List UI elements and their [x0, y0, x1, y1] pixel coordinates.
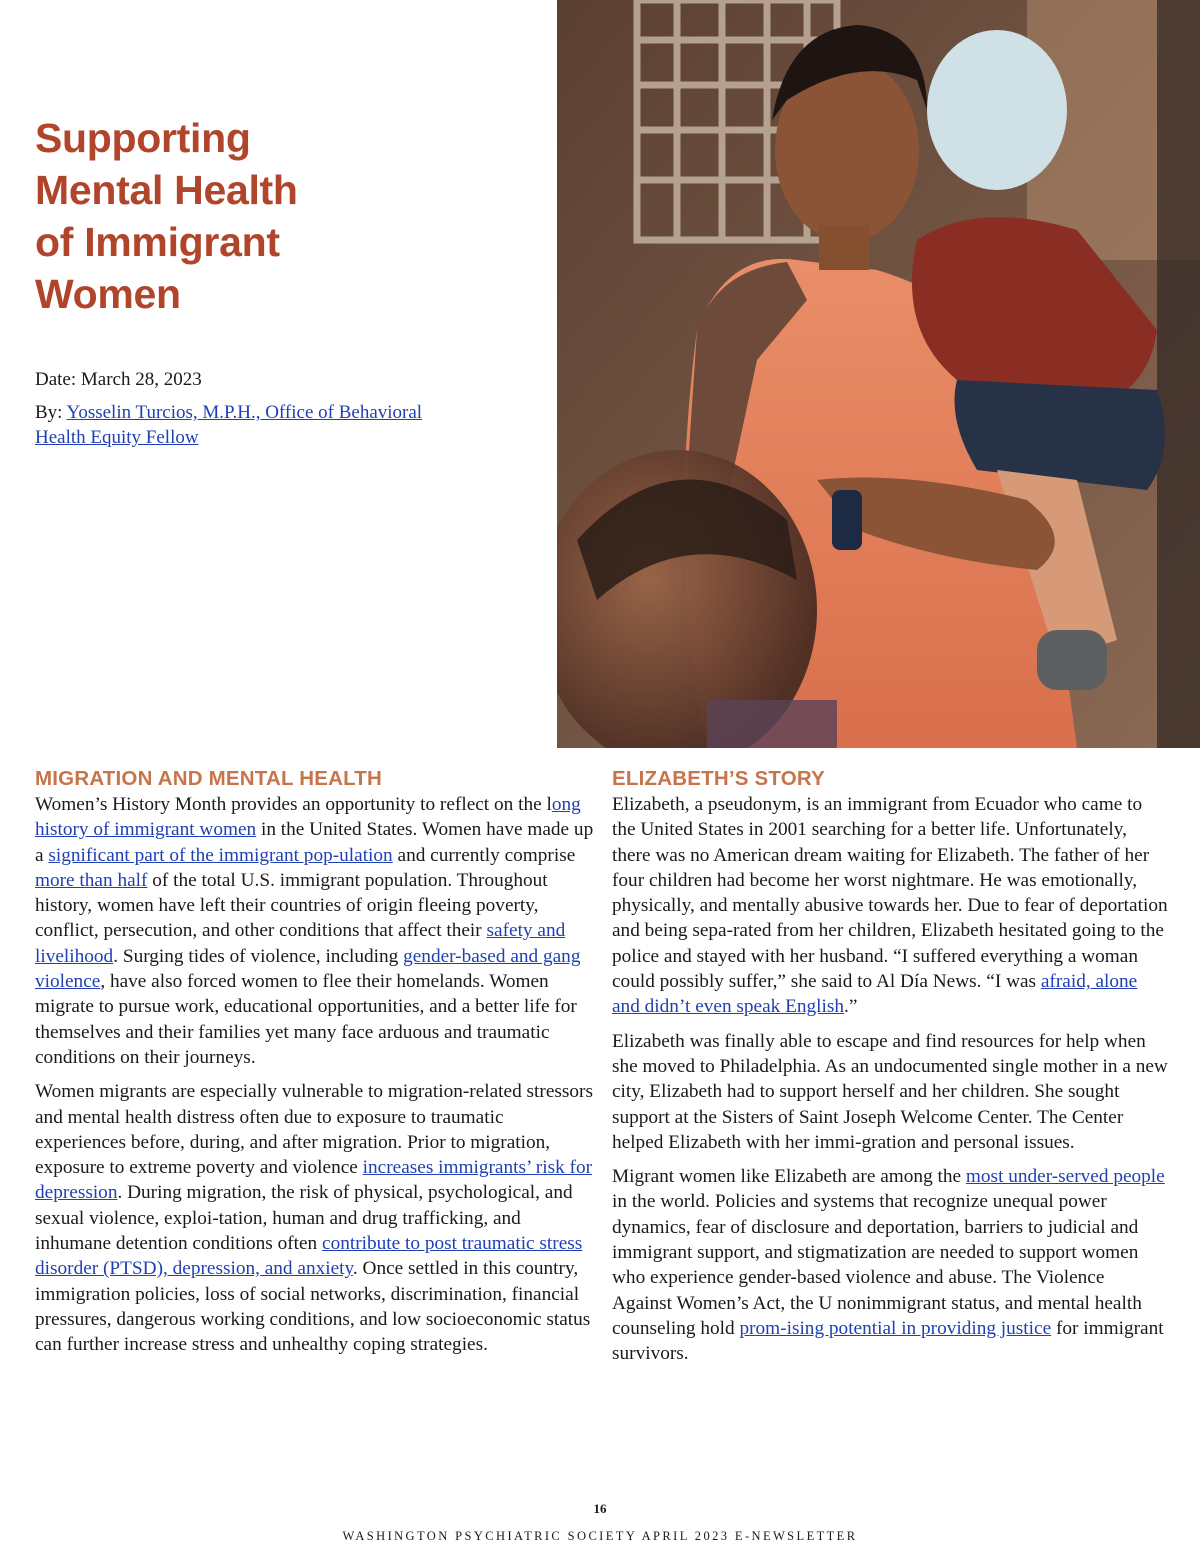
paragraph: Elizabeth was finally able to escape and find resources for help when she moved to Philadelphia. As an undocumented single mother in a new city, Elizabeth had to support herself and her children. She sought support at the Sisters of Saint Joseph Welcome Center. The Center helped Elizabeth with her immi-gration and personal issues. — [612, 1030, 1168, 1153]
author-link[interactable]: Yosselin Turcios, M.P.H., Office of Behavioral Health Equity Fellow — [35, 402, 423, 448]
title-line: Supporting — [35, 115, 251, 161]
paragraph: Women’s History Month provides an opportunity to reflect on the long history of immigrant women in the United States. Women have made up a significant part of the immigrant pop-ulation and currently comprise more than half of the total U.S. immigrant population. Throughout history, women have left their countries of origin fleeing poverty, conflict, persecution, and other conditions that affect their safety and livelihood. Surging tides of violence, including gender-based and gang violence, have also forced women to flee their homelands. Women migrate to pursue work, educational opportunities, and a better life for themselves and their families yet many face arduous and traumatic conditions on their journeys. — [35, 794, 594, 1068]
link-afraid-alone[interactable]: afraid, alone and didn’t even speak English — [612, 971, 1138, 1018]
link-immigrant-history[interactable]: ong history of immigrant women — [35, 794, 581, 841]
title-line: of Immigrant — [35, 219, 280, 265]
link-gang-violence[interactable]: gender-based and gang violence — [35, 945, 581, 993]
title-line: Mental Health — [35, 167, 298, 213]
link-depression-risk[interactable]: increases immigrants’ risk for depression — [35, 1157, 593, 1204]
paragraph: Migrant women like Elizabeth are among the most under-served people in the world. Policies and systems that recognize unequal power dynamics, fear of disclosure and deportation, barriers to judicial and immigrant support, and stigmatization are needed to support women who experience gender-based violence and abuse. The Violence Against Women’s Act, the U nonimmigrant status, and mental health counseling hold prom-ising potential in providing justice for immigrant survivors. — [612, 1166, 1165, 1365]
link-immigrant-population[interactable]: significant part of the immigrant pop-ulation — [48, 844, 393, 866]
article-meta — [35, 367, 525, 458]
page-number: 16 — [593, 1501, 607, 1516]
section-heading-migration: MIGRATION AND MENTAL HEALTH — [35, 767, 383, 790]
link-ptsd[interactable]: contribute to post traumatic stress disorder (PTSD), depression, and anxiety — [35, 1233, 583, 1280]
byline-label: By: — [35, 402, 67, 423]
article-title — [35, 112, 535, 320]
article-date: Date: March 28, 2023 — [35, 369, 202, 390]
link-underserved[interactable]: most under-served people — [965, 1166, 1165, 1188]
title-line: Women — [35, 271, 181, 317]
right-column — [612, 766, 1168, 1376]
newsletter-footer: WASHINGTON PSYCHIATRIC SOCIETY APRIL 2023 E-NEWSLETTER — [342, 1529, 858, 1543]
paragraph: Women migrants are especially vulnerable to migration-related stressors and mental health distress often due to exposure to traumatic experiences before, during, and after migration. Prior to migration, exposure to extreme poverty and violence increases immigrants’ risk for depression. During migration, the risk of physical, psychological, and sexual violence, exploi-tation, human and drug trafficking, and inhumane detention conditions often contribute to post traumatic stress disorder (PTSD), depression, and anxiety. Once settled in this country, immigration policies, loss of social networks, discrimination, financial pressures, dangerous working conditions, and low socioeconomic status can further increase stress and unhealthy coping strategies. — [35, 1081, 593, 1356]
section-heading-elizabeth: ELIZABETH’S STORY — [612, 767, 825, 790]
article-byline — [35, 400, 525, 450]
photo-icon — [557, 0, 1200, 748]
link-more-than-half[interactable]: more than half — [35, 869, 148, 891]
hero-photo — [557, 0, 1200, 748]
link-promising-justice[interactable]: prom-ising potential in providing justice — [739, 1317, 1052, 1339]
link-safety-livelihood[interactable]: safety and livelihood — [35, 920, 566, 967]
left-column — [35, 766, 595, 1367]
paragraph: Elizabeth, a pseudonym, is an immigrant from Ecuador who came to the United States in 2001 searching for a better life. Unfortunately, there was no American dream waiting for Elizabeth. The father of her four children had become her worst nightmare. He was emotionally, physically, and mentally abusive towards her. Due to fear of deportation and being sepa-rated from her children, Elizabeth hesitated going to the police and stayed with her husband. “I suffered everything a woman could possibly suffer,” she said to Al Día News. “I was afraid, alone and didn’t even speak English.” — [612, 794, 1168, 1018]
